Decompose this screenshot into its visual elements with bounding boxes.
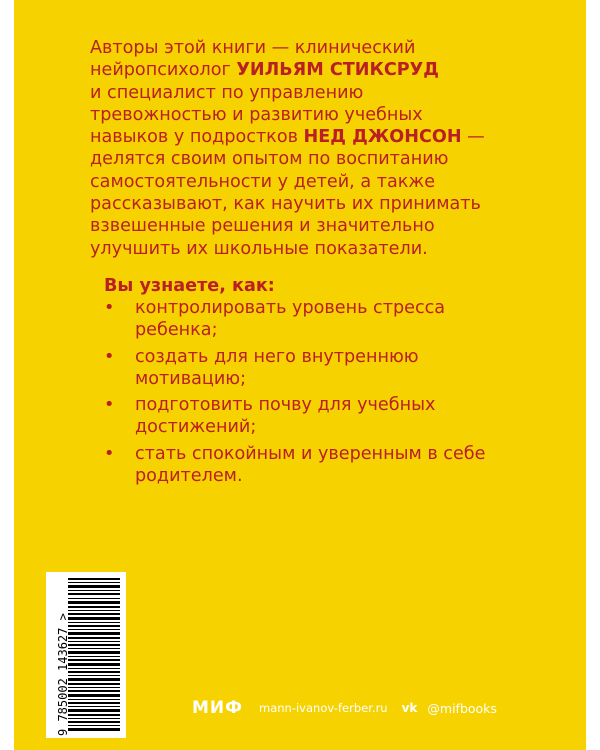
description-text: навыков у подростков [90,127,304,148]
description-line [90,215,520,237]
description-text: Авторы этой книги — клинический [90,38,416,58]
isbn-digits: 9 785002 143627 > [56,613,70,736]
list-item-line: мотивацию; [135,368,247,389]
list-item-line: ребенка; [135,320,218,341]
publisher-logo: МИФ [192,698,244,718]
list-item-line: стать спокойным и уверенным в себе [135,443,486,464]
list-item [104,346,534,391]
publisher-footer [192,694,497,722]
description-line [90,193,520,215]
vk-icon: vk [401,701,418,715]
list-item [104,443,534,488]
description-text: тревожностью и развитию учебных [90,104,423,125]
description-line [90,238,520,260]
bullet-icon: • [104,298,115,318]
bullet-icon: • [104,443,115,464]
description-text: взвешенные решения и значительно [90,216,435,237]
description-line [90,104,520,126]
list-item [104,297,534,342]
description-line [90,171,520,193]
list-item-line: создать для него внутреннюю [135,346,419,367]
book-description [90,37,520,260]
list-item-line: подготовить почву для учебных [135,395,436,416]
bullet-icon: • [104,346,115,367]
author-name: НЕД ДЖОНСОН [303,127,462,148]
learn-heading: Вы узнаете, как: [104,276,275,296]
description-text: нейропсихолог [90,60,237,81]
author-name: УИЛЬЯМ СТИКСРУД [236,60,439,81]
description-line [90,148,520,170]
description-text: — [461,127,485,148]
description-text: рассказывают, как научить их принимать [90,194,481,215]
description-text: самостоятельности у детей, а также [90,171,436,192]
list-item-line: контролировать уровень стресса [135,298,446,318]
list-item-line: родителем. [135,466,243,487]
description-text: и специалист по управлению [90,82,364,103]
description-line [90,59,520,81]
description-line [90,37,520,59]
barcode [46,572,126,738]
list-item [104,394,534,439]
description-line [90,126,520,148]
learn-list [104,297,534,491]
description-text: делятся своим опытом по воспитанию [90,149,449,170]
publisher-website: mann-ivanov-ferber.ru [259,701,388,715]
bullet-icon: • [104,395,115,416]
book-back-cover [14,0,586,750]
list-item-line: достижений; [135,417,257,438]
social-handle: @mifbooks [427,700,497,716]
description-line [90,82,520,104]
description-text: улучшить их школьные показатели. [90,238,428,259]
